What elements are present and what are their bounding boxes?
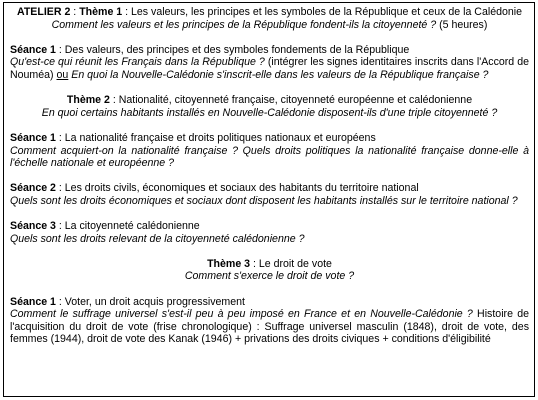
t1-seance1-note: (intégrer les signes identitaires inscrits dans l'Accord de Nouméa) xyxy=(10,56,530,81)
theme3-title: : Le droit de vote xyxy=(250,257,332,270)
theme2-question: En quoi certains habitants installés en Nouvelle-Calédonie disposent-ils d'une triple citoyenneté ? xyxy=(41,106,498,119)
t3-seance1-question: Comment le suffrage universel s'est-il peu à peu imposé en France et en Nouvelle-Calédonie ? xyxy=(10,308,473,321)
t3-seance1-title: : Voter, un droit acquis progressivement xyxy=(55,295,245,308)
t1-seance1-question-b: En quoi la Nouvelle-Calédonie s'inscrit-elle dans les valeurs de la République française ? xyxy=(68,68,489,81)
t3-seance1-body xyxy=(10,308,529,346)
t1-seance1-body xyxy=(10,56,529,81)
t2-seance1 xyxy=(10,132,529,145)
t1-seance1 xyxy=(10,44,529,57)
theme2-label: Thème 2 xyxy=(66,94,110,107)
theme3-question: Comment s'exerce le droit de vote ? xyxy=(184,270,355,283)
t2-seance3 xyxy=(10,220,529,233)
t2-seance1-title: : La nationalité française et droits politiques nationaux et européens xyxy=(55,131,376,144)
t3-seance1-detail: Histoire de l'acquisition du droit de vote (frise chronologique) : Suffrage universel masculin (1848), droit de vote, des femmes (1944), droit de vote des Kanak (1946) + privations des droits civiques + conditions d'éligibilité xyxy=(10,308,529,346)
t3-seance1 xyxy=(10,296,529,309)
t2-seance2 xyxy=(10,182,529,195)
atelier-heading: ATELIER 2 : Thème 1 : Les valeurs, les principes et les symboles de la République et ceux de la Calédonie Comment les valeurs et les principes de la République fondent-ils la citoyenneté ? (5 heures) xyxy=(16,6,523,31)
t2-seance3-question: Quels sont les droits relevant de la citoyenneté calédonienne ? xyxy=(10,232,305,245)
t1-seance1-title: : Des valeurs, des principes et des symboles fondements de la République xyxy=(55,43,410,56)
atelier-duration: (5 heures) xyxy=(436,18,488,31)
theme2-title: : Nationalité, citoyenneté française, citoyenneté européenne et calédonienne xyxy=(109,94,473,107)
t1-seance1-ou: ou xyxy=(56,68,69,81)
theme1-label: Thème 1 xyxy=(79,6,123,18)
t2-seance3-label: Séance 3 xyxy=(10,220,56,233)
atelier-label: ATELIER 2 xyxy=(16,6,71,18)
t3-seance1-label: Séance 1 xyxy=(10,295,56,308)
t2-seance2-title: : Les droits civils, économiques et sociaux des habitants du territoire national xyxy=(55,182,419,195)
t2-seance1-label: Séance 1 xyxy=(10,131,56,144)
t2-seance2-label: Séance 2 xyxy=(10,182,56,195)
program-table xyxy=(3,2,535,397)
t1-seance1-question-a: Qu'est-ce qui réunit les Français dans la République ? xyxy=(10,56,265,69)
theme2-heading xyxy=(10,94,529,119)
theme3-label: Thème 3 xyxy=(207,257,251,270)
theme3-heading xyxy=(10,258,529,283)
theme1-question: Comment les valeurs et les principes de la République fondent-ils la citoyenneté ? xyxy=(51,18,437,31)
t2-seance3-title: : La citoyenneté calédonienne xyxy=(55,220,200,233)
t2-seance1-question: Comment acquiert-on la nationalité française ? Quels droits politiques la nationalité française donne-elle à l'échelle nationale et européenne ? xyxy=(10,144,529,170)
t2-seance2-question: Quels sont les droits économiques et sociaux dont disposent les habitants installés sur le territoire national ? xyxy=(10,194,518,207)
theme1-title: : Les valeurs, les principes et les symboles de la République et ceux de la Calédonie xyxy=(122,6,523,18)
t1-seance1-label: Séance 1 xyxy=(10,43,56,56)
